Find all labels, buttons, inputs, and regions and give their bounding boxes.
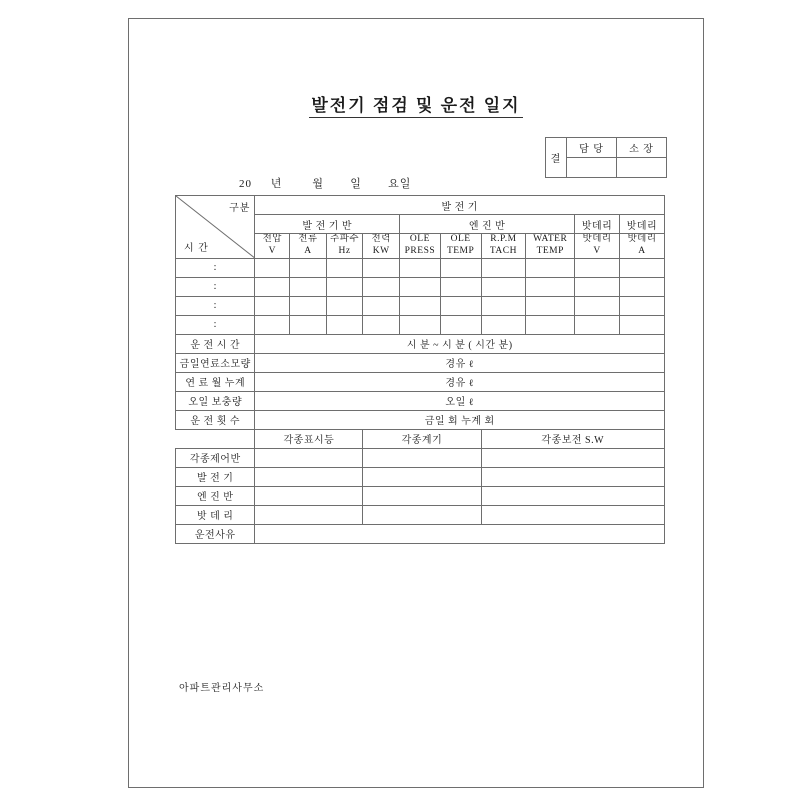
check-header-protection-sw: 각종보전 S.W bbox=[481, 429, 665, 448]
data-cell[interactable] bbox=[326, 277, 363, 296]
data-cell[interactable] bbox=[526, 277, 575, 296]
check-label-generator: 발 전 기 bbox=[176, 467, 255, 486]
summary-value-run-count[interactable]: 금일 회 누계 회 bbox=[255, 410, 665, 429]
check-header-meters: 각종계기 bbox=[363, 429, 481, 448]
column-header-battery-volt bbox=[575, 234, 620, 259]
corner-header-cell bbox=[176, 196, 255, 259]
column-header-ole-press-unit: PRESS bbox=[404, 245, 436, 256]
data-cell[interactable] bbox=[255, 277, 290, 296]
data-cell[interactable] bbox=[255, 258, 290, 277]
page-title-text: 발전기 점검 및 운전 일지 bbox=[309, 96, 522, 118]
check-cell[interactable] bbox=[481, 448, 665, 467]
subgroup-header-battery-v: 밧데리 bbox=[575, 215, 620, 234]
column-header-rpm-tach-name: R.P.M bbox=[490, 234, 517, 244]
table-row bbox=[176, 315, 665, 334]
data-cell[interactable] bbox=[619, 277, 664, 296]
check-cell[interactable] bbox=[255, 467, 363, 486]
approval-stamp-box bbox=[545, 137, 667, 178]
check-label-engine-panel: 엔 진 반 bbox=[176, 486, 255, 505]
data-cell[interactable] bbox=[363, 315, 400, 334]
paper-sheet bbox=[128, 18, 704, 788]
summary-row-daily-fuel bbox=[176, 353, 665, 372]
column-header-rpm-tach-unit: TACH bbox=[489, 245, 517, 256]
data-cell[interactable] bbox=[400, 296, 441, 315]
column-header-frequency bbox=[326, 234, 363, 259]
generator-log-table bbox=[175, 195, 665, 544]
check-cell[interactable] bbox=[363, 505, 481, 524]
check-cell[interactable] bbox=[255, 505, 363, 524]
summary-label-monthly-fuel: 연 료 월 누계 bbox=[176, 372, 255, 391]
column-header-battery-volt-unit: V bbox=[593, 245, 601, 256]
column-header-ole-press bbox=[400, 234, 441, 259]
column-header-ole-temp-name: OLE bbox=[450, 234, 471, 244]
data-row-time[interactable]: : bbox=[176, 277, 255, 296]
main-form bbox=[175, 195, 665, 544]
data-cell[interactable] bbox=[440, 277, 481, 296]
column-header-ole-temp bbox=[440, 234, 481, 259]
check-row-generator bbox=[176, 467, 665, 486]
data-cell[interactable] bbox=[575, 277, 620, 296]
summary-value-oil-refill[interactable]: 오일 ℓ bbox=[255, 391, 665, 410]
data-cell[interactable] bbox=[326, 258, 363, 277]
data-cell[interactable] bbox=[440, 258, 481, 277]
reason-row bbox=[176, 524, 665, 543]
data-cell[interactable] bbox=[619, 296, 664, 315]
column-header-current bbox=[290, 234, 327, 259]
column-header-voltage-unit: V bbox=[268, 245, 276, 256]
table-row bbox=[176, 277, 665, 296]
check-cell[interactable] bbox=[481, 505, 665, 524]
column-header-battery-amp-unit: A bbox=[638, 245, 646, 256]
data-cell[interactable] bbox=[481, 296, 526, 315]
data-cell[interactable] bbox=[400, 258, 441, 277]
data-row-time[interactable]: : bbox=[176, 315, 255, 334]
column-header-current-unit: A bbox=[304, 245, 312, 256]
column-header-ole-temp-unit: TEMP bbox=[446, 245, 475, 256]
reason-label: 운전사유 bbox=[176, 524, 255, 543]
approval-header-row bbox=[546, 138, 667, 158]
column-header-water-temp-unit: TEMP bbox=[536, 245, 564, 256]
approval-col-manager: 소 장 bbox=[617, 138, 667, 158]
summary-label-run-count: 운 전 횟 수 bbox=[176, 410, 255, 429]
check-header-row bbox=[176, 429, 665, 448]
table-row bbox=[176, 296, 665, 315]
data-cell[interactable] bbox=[575, 296, 620, 315]
check-row-engine-panel bbox=[176, 486, 665, 505]
data-cell[interactable] bbox=[255, 315, 290, 334]
approval-col-staff: 담 당 bbox=[567, 138, 617, 158]
check-cell[interactable] bbox=[255, 448, 363, 467]
data-cell[interactable] bbox=[326, 296, 363, 315]
check-cell[interactable] bbox=[363, 486, 481, 505]
data-cell[interactable] bbox=[481, 258, 526, 277]
check-label-control-panel: 각종제어반 bbox=[176, 448, 255, 467]
approval-value-manager[interactable] bbox=[617, 158, 667, 178]
data-cell[interactable] bbox=[363, 277, 400, 296]
data-row-time[interactable]: : bbox=[176, 296, 255, 315]
summary-row-run-count bbox=[176, 410, 665, 429]
summary-row-oil-refill bbox=[176, 391, 665, 410]
subgroup-header-battery-a: 밧데리 bbox=[619, 215, 664, 234]
data-cell[interactable] bbox=[526, 258, 575, 277]
footer-note: 아파트관리사무소 bbox=[179, 683, 265, 694]
check-cell[interactable] bbox=[363, 467, 481, 486]
data-cell[interactable] bbox=[481, 277, 526, 296]
column-header-frequency-unit: Hz bbox=[338, 245, 351, 256]
check-cell[interactable] bbox=[363, 448, 481, 467]
column-header-current-name: 전류 bbox=[298, 234, 318, 244]
column-header-power-name: 전력 bbox=[371, 234, 391, 244]
summary-label-operating-time: 운 전 시 간 bbox=[176, 334, 255, 353]
data-cell[interactable] bbox=[400, 315, 441, 334]
data-cell[interactable] bbox=[290, 258, 327, 277]
corner-label-time: 시 간 bbox=[184, 242, 209, 254]
column-header-rpm-tach bbox=[481, 234, 526, 259]
group-header-generator: 발 전 기 bbox=[255, 196, 665, 215]
data-cell[interactable] bbox=[255, 296, 290, 315]
data-cell[interactable] bbox=[290, 296, 327, 315]
check-cell[interactable] bbox=[481, 486, 665, 505]
check-row-control-panel bbox=[176, 448, 665, 467]
check-label-battery: 밧 데 리 bbox=[176, 505, 255, 524]
check-cell[interactable] bbox=[481, 467, 665, 486]
summary-value-daily-fuel[interactable]: 경유 ℓ bbox=[255, 353, 665, 372]
summary-row-monthly-fuel bbox=[176, 372, 665, 391]
column-header-voltage-name: 전압 bbox=[262, 234, 282, 244]
column-header-power bbox=[363, 234, 400, 259]
table-row bbox=[176, 258, 665, 277]
summary-value-monthly-fuel[interactable]: 경유 ℓ bbox=[255, 372, 665, 391]
data-cell[interactable] bbox=[526, 315, 575, 334]
check-header-spacer bbox=[176, 429, 255, 448]
data-cell[interactable] bbox=[290, 315, 327, 334]
column-header-battery-amp bbox=[619, 234, 664, 259]
summary-value-operating-time[interactable]: 시 분 ~ 시 분 ( 시간 분) bbox=[255, 334, 665, 353]
check-cell[interactable] bbox=[255, 486, 363, 505]
data-cell[interactable] bbox=[481, 315, 526, 334]
data-cell[interactable] bbox=[575, 258, 620, 277]
column-header-voltage bbox=[255, 234, 290, 259]
date-line[interactable]: 20 년 월 일 요일 bbox=[239, 178, 412, 190]
data-cell[interactable] bbox=[363, 258, 400, 277]
data-cell[interactable] bbox=[575, 315, 620, 334]
subgroup-header-engine-panel: 엔 진 반 bbox=[400, 215, 575, 234]
data-cell[interactable] bbox=[290, 277, 327, 296]
column-header-water-temp bbox=[526, 234, 575, 259]
data-row-time[interactable]: : bbox=[176, 258, 255, 277]
data-cell[interactable] bbox=[526, 296, 575, 315]
column-header-frequency-name: 주파수 bbox=[330, 234, 360, 244]
data-cell[interactable] bbox=[619, 315, 664, 334]
subgroup-header-generator-panel: 발 전 기 반 bbox=[255, 215, 400, 234]
data-cell[interactable] bbox=[363, 296, 400, 315]
summary-label-oil-refill: 오일 보충량 bbox=[176, 391, 255, 410]
table-header-group-row bbox=[176, 196, 665, 215]
page-title bbox=[129, 91, 703, 116]
column-header-ole-press-name: OLE bbox=[409, 234, 430, 244]
check-header-indicators: 각종표시등 bbox=[255, 429, 363, 448]
approval-value-staff[interactable] bbox=[567, 158, 617, 178]
corner-label-category: 구분 bbox=[229, 203, 251, 214]
column-header-battery-amp-name: 밧데리 bbox=[627, 234, 657, 244]
check-row-battery bbox=[176, 505, 665, 524]
data-cell[interactable] bbox=[440, 296, 481, 315]
summary-label-daily-fuel: 금일연료소모량 bbox=[176, 353, 255, 372]
column-header-water-temp-name: WATER bbox=[533, 234, 568, 244]
column-header-battery-volt-name: 밧데리 bbox=[582, 234, 612, 244]
data-cell[interactable] bbox=[619, 258, 664, 277]
summary-row-operating-time bbox=[176, 334, 665, 353]
approval-label-seal: 결 bbox=[546, 138, 567, 178]
data-cell[interactable] bbox=[400, 277, 441, 296]
data-cell[interactable] bbox=[326, 315, 363, 334]
reason-value[interactable] bbox=[255, 524, 665, 543]
data-cell[interactable] bbox=[440, 315, 481, 334]
column-header-power-unit: KW bbox=[372, 245, 390, 256]
